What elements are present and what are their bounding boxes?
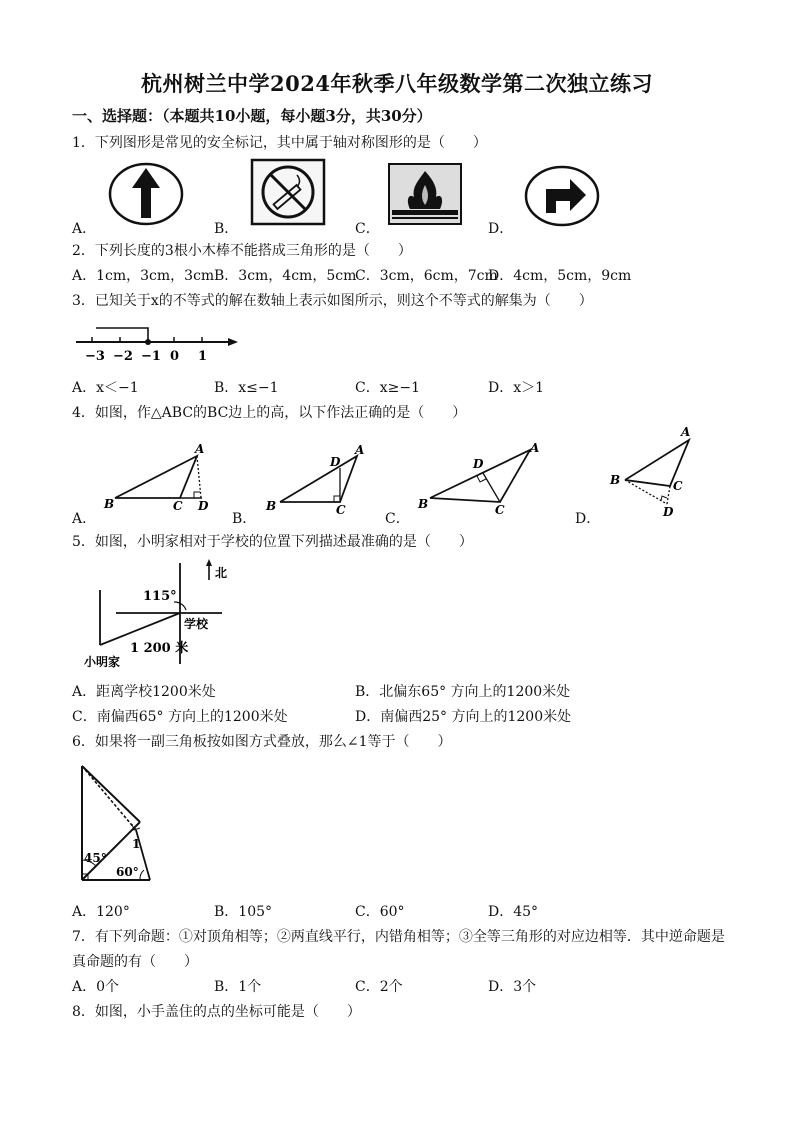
svg-text:B: B [104, 497, 115, 511]
angle-60-label: 60° [116, 865, 139, 879]
q2-option-d[interactable]: D．4cm，5cm，9cm [488, 268, 632, 284]
svg-text:D: D [330, 455, 341, 469]
question-3-stem: 3．已知关于x的不等式的解在数轴上表示如图所示，则这个不等式的解集为（ ） [72, 293, 593, 309]
q7-option-b[interactable]: B．1个 [214, 979, 262, 995]
svg-text:D: D [473, 457, 484, 471]
q5-direction-figure [72, 558, 242, 670]
q2-option-b[interactable]: B．3cm，4cm，5cm [214, 268, 357, 284]
angle-1-label: 1 [132, 837, 141, 851]
q4-triangle-c [415, 440, 545, 517]
q3-option-a[interactable]: A．x＜−1 [72, 380, 139, 396]
q1-option-c[interactable]: C． [355, 221, 380, 237]
tick-neg2: −2 [113, 349, 133, 364]
q4-option-c[interactable]: C． [385, 511, 410, 527]
question-5-stem: 5．如图，小明家相对于学校的位置下列描述最准确的是（ ） [72, 534, 473, 550]
q2-option-a[interactable]: A．1cm，3cm，3cm [72, 268, 215, 284]
svg-text:A: A [355, 443, 365, 457]
q1-option-b[interactable]: B． [214, 221, 239, 237]
question-4-stem: 4．如图，作△ABC的BC边上的高，以下作法正确的是（ ） [72, 405, 467, 421]
q3-option-c[interactable]: C．x≥−1 [355, 380, 420, 396]
tick-neg3: −3 [85, 349, 105, 364]
page-title: 杭州树兰中学2024年秋季八年级数学第二次独立练习 [141, 71, 653, 96]
q4-option-a[interactable]: A． [72, 511, 97, 527]
q4-triangle-a [100, 440, 220, 512]
tick-1: 1 [198, 349, 208, 364]
home-label: 小明家 [84, 655, 121, 669]
q7-option-a[interactable]: A．0个 [72, 979, 120, 995]
q4-triangle-d [605, 424, 705, 520]
section-heading-choice: 一、选择题：（本题共10小题，每小题3分，共30分） [72, 107, 432, 125]
svg-text:D: D [663, 505, 674, 519]
question-1-stem: 1．下列图形是常见的安全标记，其中属于轴对称图形的是（ ） [72, 135, 487, 151]
svg-text:C: C [173, 499, 183, 513]
q5-option-a[interactable]: A．距离学校1200米处 [72, 684, 216, 700]
north-label: 北 [215, 566, 228, 580]
q3-option-d[interactable]: D．x＞1 [488, 380, 545, 396]
angle-45-label: 45° [84, 851, 107, 865]
q7-option-d[interactable]: D．3个 [488, 979, 537, 995]
q2-option-c[interactable]: C．3cm，6cm，7cm [355, 268, 498, 284]
svg-text:B: B [418, 497, 429, 511]
q3-option-b[interactable]: B．x≤−1 [214, 380, 279, 396]
svg-text:A: A [195, 442, 205, 456]
up-arrow-sign-icon [108, 162, 184, 226]
q6-option-d[interactable]: D．45° [488, 904, 539, 920]
tick-neg1: −1 [141, 349, 161, 364]
q7-option-c[interactable]: C．2个 [355, 979, 403, 995]
q5-option-c[interactable]: C．南偏西65° 方向上的1200米处 [72, 709, 288, 725]
q1-option-a[interactable]: A． [72, 221, 97, 237]
svg-text:C: C [495, 503, 505, 517]
q6-option-a[interactable]: A．120° [72, 904, 130, 920]
distance-label: 1 200 米 [130, 641, 189, 656]
svg-text:A: A [530, 441, 540, 455]
no-smoking-sign-icon [250, 158, 326, 226]
svg-text:C: C [673, 479, 683, 493]
tick-0: 0 [170, 349, 180, 364]
q6-option-c[interactable]: C．60° [355, 904, 405, 920]
question-2-stem: 2．下列长度的3根小木棒不能搭成三角形的是（ ） [72, 243, 412, 259]
school-label: 学校 [184, 617, 209, 631]
q5-option-d[interactable]: D．南偏西25° 方向上的1200米处 [355, 709, 572, 725]
angle-label: 115° [143, 589, 177, 604]
svg-text:A: A [681, 425, 691, 439]
q6-set-squares-figure [74, 760, 164, 886]
turn-right-sign-icon [524, 165, 600, 227]
svg-text:C: C [336, 503, 346, 517]
q1-option-d[interactable]: D． [488, 221, 514, 237]
number-line-figure [72, 318, 242, 366]
question-7-stem-line2: 真命题的有（ ） [72, 954, 198, 970]
question-7-stem-line1: 7．有下列命题：①对顶角相等；②两直线平行，内错角相等；③全等三角形的对应边相等．其中逆命题是 [72, 929, 725, 945]
question-6-stem: 6．如果将一副三角板按如图方式叠放，那么∠1等于（ ） [72, 734, 452, 750]
svg-text:B: B [266, 499, 277, 513]
q5-option-b[interactable]: B．北偏东65° 方向上的1200米处 [355, 684, 571, 700]
svg-text:D: D [198, 499, 209, 513]
fire-warning-sign-icon [388, 163, 462, 225]
svg-text:B: B [610, 473, 621, 487]
q4-triangle-b [262, 440, 382, 517]
question-8-stem: 8．如图，小手盖住的点的坐标可能是（ ） [72, 1004, 361, 1020]
q6-option-b[interactable]: B．105° [214, 904, 273, 920]
q4-option-d[interactable]: D． [575, 511, 601, 527]
q4-option-b[interactable]: B． [232, 511, 257, 527]
